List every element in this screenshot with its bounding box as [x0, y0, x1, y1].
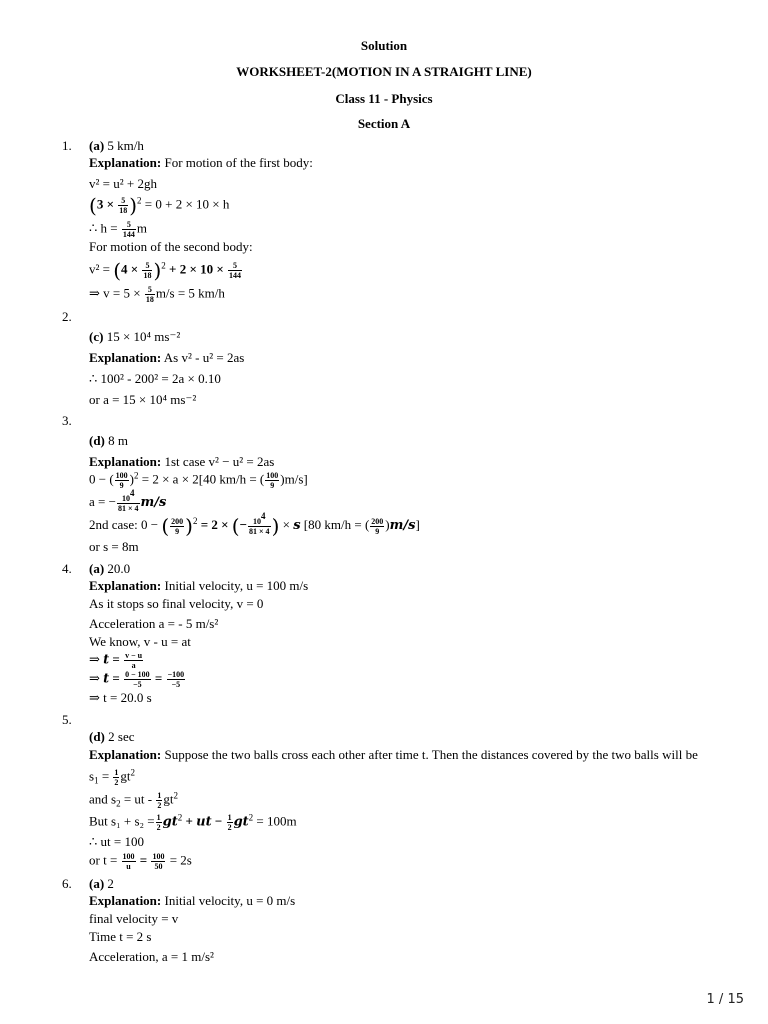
equation: ⇒ t = $\frac{0 - 100}{-5}$ = $\frac{-100}{-5}$	[89, 670, 185, 689]
question-number: 2.	[62, 309, 72, 324]
answer-line: (d) 8 m	[89, 433, 129, 448]
equation: ⇒ t = $\frac{v - u}{a}$	[89, 651, 143, 670]
equation: v² = (4 × $\frac{5}{18}$ )$^2$ + 2 × 10 × $\frac{5}{144}$	[89, 258, 242, 283]
equation: 0 − ( $\frac{100}{9}$ )$^2$ = 2 × a × 2[40 km/h = ( $\frac{100}{9}$ )m/s]	[89, 470, 308, 490]
equation: and $s_2$ = ut - $\frac{1}{2}$ $gt^2$	[89, 790, 178, 810]
text-line: For motion of the second body:	[89, 239, 253, 254]
explanation-line: Explanation: Initial velocity, u = 100 m/s	[89, 578, 309, 593]
equation: ∴ ut = 100	[89, 834, 144, 849]
answer-line: (a) 5 km/h	[89, 138, 144, 153]
answer-line: (a) 20.0	[89, 561, 131, 576]
equation: ∴ 100² - 200² = 2a × 0.10	[89, 371, 221, 386]
answer-line: (d) 2 sec	[89, 729, 135, 744]
explanation-line: Explanation: 1st case v² − u² = 2as	[89, 454, 275, 469]
answer-line: (a) 2	[89, 876, 114, 891]
text-line: final velocity = v	[89, 911, 179, 926]
solution-heading: Solution	[360, 38, 408, 53]
text-line: Time t = 2 s	[89, 929, 152, 944]
question-number: 3.	[62, 413, 72, 428]
explanation-line: Explanation: For motion of the first body:	[89, 155, 313, 170]
equation: or t = $\frac{100}{u}$ = $\frac{100}{50}$ = 2s	[89, 852, 192, 871]
equation: a = − $\frac{10^4}{81 \times 4}$ m/s	[89, 488, 167, 513]
equation: or s = 8m	[89, 539, 139, 554]
explanation-line: Explanation: Initial velocity, u = 0 m/s	[89, 893, 296, 908]
equation: $s_1$ = $\frac{1}{2}$ $gt^2$	[89, 767, 136, 787]
worksheet-title: WORKSHEET-2(MOTION IN A STRAIGHT LINE)	[236, 64, 532, 79]
text-line: As it stops so final velocity, v = 0	[89, 596, 264, 611]
equation: Acceleration, a = 1 m/s²	[89, 949, 214, 964]
explanation-line: Explanation: As v² - u² = 2as	[89, 350, 245, 365]
question-number: 1.	[62, 138, 72, 153]
equation: or a = 15 × 10⁴ ms⁻²	[89, 392, 197, 407]
page-indicator: 1 / 15	[706, 992, 744, 1007]
equation: 2nd case: 0 − ( $\frac{200}{9}$ )$^2$ = 2 × (− $\frac{10^4}{81 \times 4}$ ) × s [80 km/h = ( $\frac{200}{9}$ )m/s]	[89, 511, 420, 538]
equation: We know, v - u = at	[89, 634, 191, 649]
equation: v² = u² + 2gh	[89, 176, 157, 191]
equation: ∴ h = $\frac{5}{144}$ m	[89, 220, 147, 239]
question-number: 5.	[62, 712, 72, 727]
equation: (3 × $\frac{5}{18}$ )$^2$ = 0 + 2 × 10 × h	[89, 193, 230, 218]
section-heading: Section A	[357, 116, 411, 131]
question-number: 4.	[62, 561, 72, 576]
explanation-line: Explanation: Suppose the two balls cross each other after time t. Then the distances covered by the two balls will be	[89, 747, 698, 762]
answer-line: (c) 15 × 10⁴ ms⁻²	[89, 329, 181, 344]
equation: ⇒ v = 5 × $\frac{5}{18}$ m/s = 5 km/h	[89, 285, 225, 304]
question-number: 6.	[62, 876, 72, 891]
class-subject: Class 11 - Physics	[335, 91, 433, 106]
equation: But s₁ + s₂ = $\frac{1}{2}$ $gt^2$ + ut − $\frac{1}{2}$ $gt^2 = 100m$	[89, 812, 297, 832]
equation: Acceleration a = - 5 m/s²	[89, 616, 219, 631]
equation: ⇒ t = 20.0 s	[89, 690, 152, 705]
